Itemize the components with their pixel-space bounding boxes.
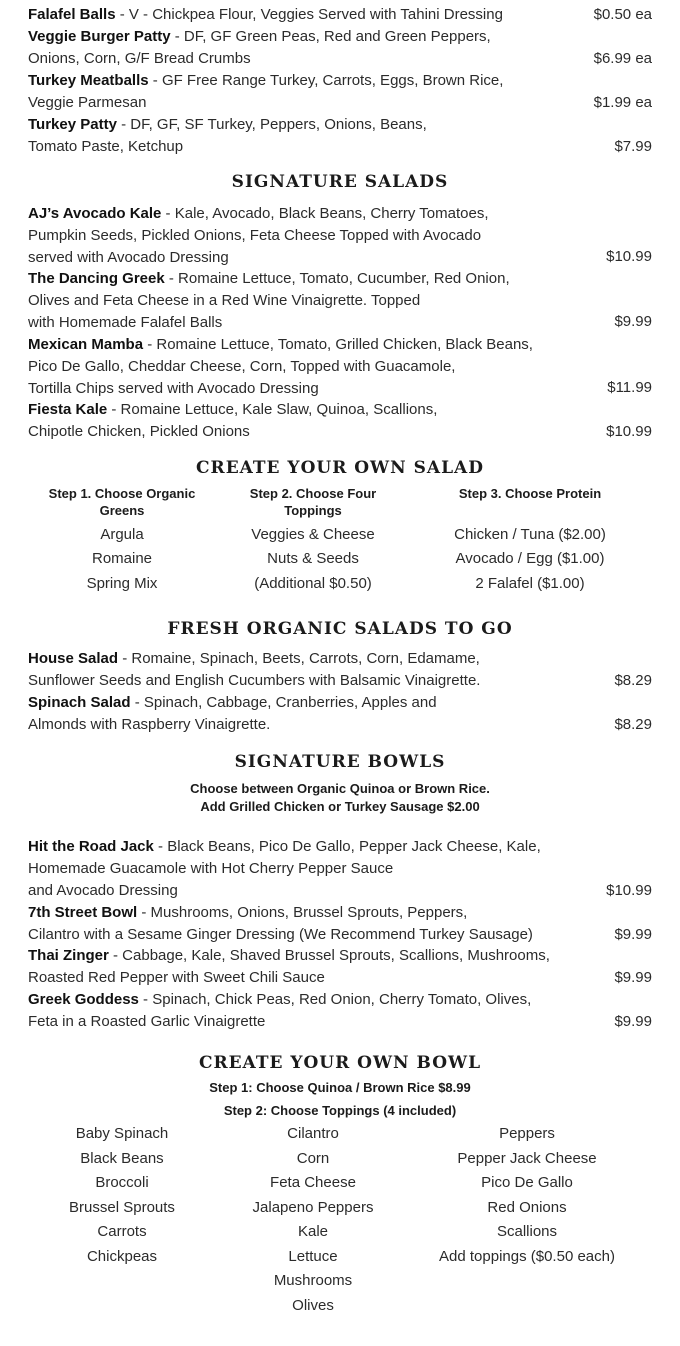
item-description: served with Avocado Dressing <box>28 249 229 266</box>
item-description: - Spinach, Chick Peas, Red Onion, Cherry Tomato, Olives, <box>138 991 532 1008</box>
bowl-topping: Brussel Sprouts <box>69 1199 175 1216</box>
item-name: AJ’s Avocado Kale <box>28 205 162 222</box>
menu-item-7th-street-bowl <box>0 902 680 946</box>
salad-step-3-header: Step 3. Choose Protein <box>458 486 602 501</box>
item-description: - Black Beans, Pico De Gallo, Pepper Jack Cheese, Kale, <box>153 838 541 855</box>
item-description: Sunflower Seeds and English Cucumbers with Balsamic Vinaigrette. <box>28 672 481 689</box>
item-name: House Salad <box>28 650 119 667</box>
menu-item-falafel-balls <box>0 4 680 26</box>
item-description: - DF, GF, SF Turkey, Peppers, Onions, Beans, <box>116 116 427 133</box>
bowl-topping: Kale <box>297 1223 329 1240</box>
item-description: - Cabbage, Kale, Shaved Brussel Sprouts, Scallions, Mushrooms, <box>108 947 550 964</box>
item-description: Pico De Gallo, Cheddar Cheese, Corn, Topped with Guacamole, <box>28 358 456 375</box>
item-description: - Romaine, Spinach, Beets, Carrots, Corn, Edamame, <box>118 650 480 667</box>
menu-item-turkey-meatballs <box>0 70 680 114</box>
item-description: Cilantro with a Sesame Ginger Dressing (We Recommend Turkey Sausage) <box>28 926 533 943</box>
bowl-topping: Chickpeas <box>86 1248 158 1265</box>
item-name: Veggie Burger Patty <box>28 28 171 45</box>
salad-topping-option: Veggies & Cheese <box>251 526 375 543</box>
item-name: Fiesta Kale <box>28 401 108 418</box>
menu-item-hit-the-road-jack <box>0 836 680 902</box>
item-description: Homemade Guacamole with Hot Cherry Pepper Sauce <box>28 860 394 877</box>
menu-item-the-dancing-greek <box>0 268 680 334</box>
item-description: Chipotle Chicken, Pickled Onions <box>28 423 250 440</box>
item-name: Thai Zinger <box>28 947 109 964</box>
bowl-topping: Cilantro <box>287 1125 339 1142</box>
item-name: Hit the Road Jack <box>28 838 154 855</box>
bowl-topping: Baby Spinach <box>75 1125 169 1142</box>
bowl-topping: Lettuce <box>288 1248 338 1265</box>
item-price: $9.99 <box>614 969 652 986</box>
item-description: Feta in a Roasted Garlic Vinaigrette <box>28 1013 266 1030</box>
bowl-topping: Olives <box>292 1297 334 1314</box>
salad-protein-option: Chicken / Tuna ($2.00) <box>454 526 606 543</box>
item-description: - Spinach, Cabbage, Cranberries, Apples and <box>130 694 437 711</box>
bowl-topping: Carrots <box>97 1223 147 1240</box>
item-price: $0.50 ea <box>593 6 652 23</box>
item-name: Spinach Salad <box>28 694 131 711</box>
bowl-base-note: Choose between Organic Quinoa or Brown Rice. <box>190 781 490 796</box>
menu-item-greek-goddess <box>0 989 680 1033</box>
menu-item-thai-zinger <box>0 945 680 989</box>
item-price: $9.99 <box>614 1013 652 1030</box>
item-description: Tomato Paste, Ketchup <box>28 138 184 155</box>
bowl-topping: Black Beans <box>80 1150 164 1167</box>
create-salad-heading: CREATE YOUR OWN SALAD <box>196 458 484 478</box>
bowl-step-1: Step 1: Choose Quinoa / Brown Rice $8.99 <box>209 1080 471 1095</box>
item-price: $6.99 ea <box>593 50 652 67</box>
bowl-topping: Corn <box>296 1150 330 1167</box>
bowl-topping: Feta Cheese <box>270 1174 356 1191</box>
item-description: - DF, GF Green Peas, Red and Green Peppers, <box>170 28 491 45</box>
item-price: $10.99 <box>606 248 652 265</box>
item-description: - Mushrooms, Onions, Brussel Sprouts, Peppers, <box>137 904 468 921</box>
menu-item-house-salad <box>0 648 680 692</box>
item-description: and Avocado Dressing <box>28 882 178 899</box>
bowl-protein-note: Add Grilled Chicken or Turkey Sausage $2.00 <box>200 799 480 814</box>
bowl-step-2: Step 2: Choose Toppings (4 included) <box>223 1103 457 1118</box>
item-price: $9.99 <box>614 313 652 330</box>
item-price: $11.99 <box>607 379 652 396</box>
item-price: $8.29 <box>614 716 652 733</box>
salad-protein-option: 2 Falafel ($1.00) <box>475 575 585 592</box>
salad-green-option: Spring Mix <box>86 575 158 592</box>
item-price: $10.99 <box>606 882 652 899</box>
salad-step-2-header: Step 2. Choose Four Toppings <box>249 486 377 518</box>
item-name: The Dancing Greek <box>28 270 165 287</box>
bowl-topping: Pepper Jack Cheese <box>457 1150 597 1167</box>
item-price: $10.99 <box>606 423 652 440</box>
item-description: - Romaine Lettuce, Kale Slaw, Quinoa, Scallions, <box>107 401 438 418</box>
bowl-topping: Jalapeno Peppers <box>252 1199 374 1216</box>
menu-item-spinach-salad <box>0 692 680 736</box>
item-description: - Kale, Avocado, Black Beans, Cherry Tomatoes, <box>161 205 489 222</box>
item-description: - V - Chickpea Flour, Veggies Served with Tahini Dressing <box>115 6 503 23</box>
item-description: - Romaine Lettuce, Tomato, Grilled Chicken, Black Beans, <box>143 336 533 353</box>
item-description: Tortilla Chips served with Avocado Dressing <box>28 380 319 397</box>
item-description: Roasted Red Pepper with Sweet Chili Sauce <box>28 969 325 986</box>
item-price: $8.29 <box>614 672 652 689</box>
salad-protein-option: Avocado / Egg ($1.00) <box>455 550 605 567</box>
salad-topping-option: Nuts & Seeds <box>267 550 359 567</box>
item-description: Onions, Corn, G/F Bread Crumbs <box>28 50 251 67</box>
item-description: - GF Free Range Turkey, Carrots, Eggs, Brown Rice, <box>148 72 504 89</box>
item-name: Falafel Balls <box>28 6 116 23</box>
bowl-topping: Peppers <box>499 1125 555 1142</box>
bowl-topping-extra-cost: Add toppings ($0.50 each) <box>439 1248 615 1265</box>
bowl-topping: Scallions <box>496 1223 558 1240</box>
salad-green-option: Argula <box>100 526 144 543</box>
menu-item-ajs-avocado-kale <box>0 203 680 269</box>
item-description: Almonds with Raspberry Vinaigrette. <box>28 716 271 733</box>
menu-item-veggie-burger-patty <box>0 26 680 70</box>
bowl-topping: Broccoli <box>95 1174 149 1191</box>
salad-step-1-header: Step 1. Choose Organic Greens <box>48 486 196 518</box>
bowl-topping: Red Onions <box>487 1199 567 1216</box>
bowl-topping: Pico De Gallo <box>481 1174 573 1191</box>
menu-item-mexican-mamba <box>0 334 680 400</box>
item-description: with Homemade Falafel Balls <box>28 314 223 331</box>
item-name: Turkey Meatballs <box>28 72 149 89</box>
signature-salads-heading: SIGNATURE SALADS <box>231 172 449 192</box>
item-price: $9.99 <box>614 926 652 943</box>
fresh-salads-heading: FRESH ORGANIC SALADS TO GO <box>167 619 513 639</box>
create-bowl-heading: CREATE YOUR OWN BOWL <box>198 1053 482 1073</box>
item-description: Veggie Parmesan <box>28 94 147 111</box>
salad-green-option: Romaine <box>91 550 153 567</box>
bowl-topping: Mushrooms <box>273 1272 353 1289</box>
item-description: Olives and Feta Cheese in a Red Wine Vinaigrette. Topped <box>28 292 421 309</box>
item-description: Pumpkin Seeds, Pickled Onions, Feta Cheese Topped with Avocado <box>28 227 482 244</box>
menu-item-turkey-patty <box>0 114 680 158</box>
item-description: - Romaine Lettuce, Tomato, Cucumber, Red Onion, <box>164 270 510 287</box>
signature-bowls-heading: SIGNATURE BOWLS <box>234 752 446 772</box>
item-name: Greek Goddess <box>28 991 139 1008</box>
salad-topping-option: (Additional $0.50) <box>254 575 372 592</box>
item-name: 7th Street Bowl <box>28 904 138 921</box>
item-price: $1.99 ea <box>593 94 652 111</box>
item-name: Turkey Patty <box>28 116 117 133</box>
item-price: $7.99 <box>614 138 652 155</box>
item-name: Mexican Mamba <box>28 336 144 353</box>
menu-item-fiesta-kale <box>0 399 680 443</box>
